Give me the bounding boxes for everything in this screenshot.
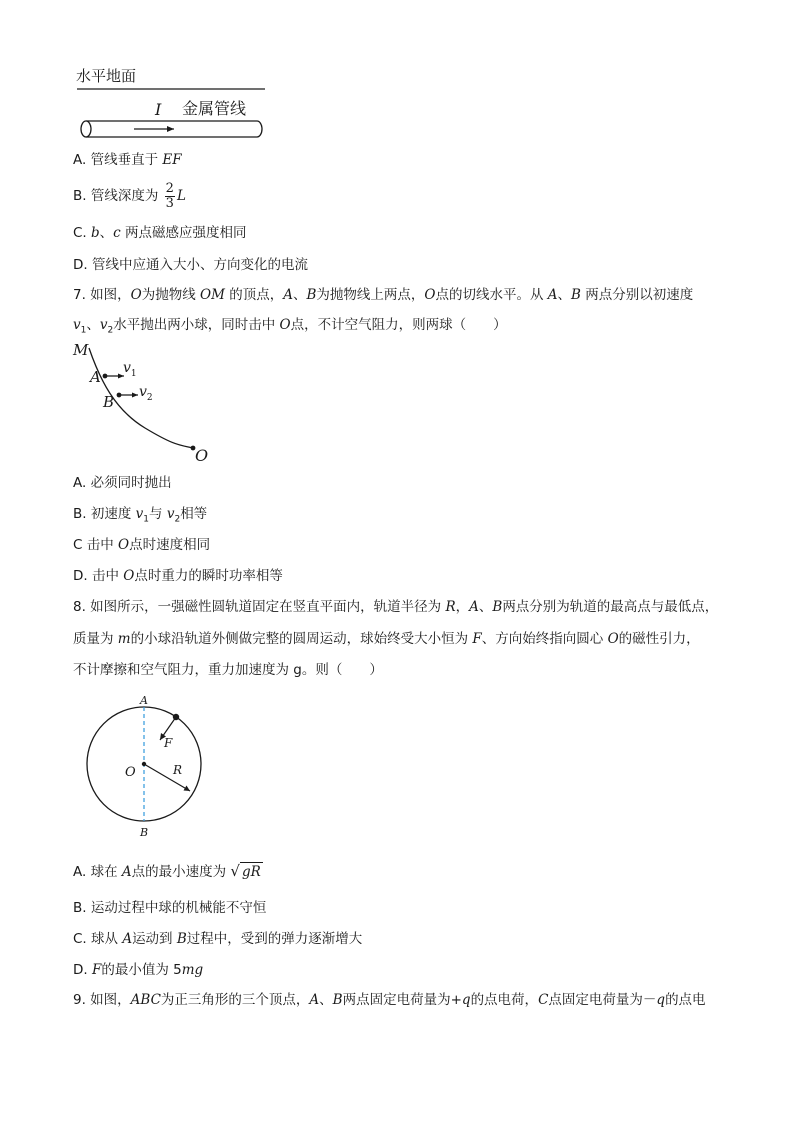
sqrt-sign: √ [230, 862, 240, 880]
label-v2: $v_2$ [139, 384, 153, 403]
figure-pipe [74, 62, 274, 142]
circle-track-diagram [80, 690, 210, 840]
label-a-top: A [140, 694, 148, 707]
label-r: R [173, 763, 183, 777]
pipe-left-end [81, 121, 91, 137]
label-b: B [103, 393, 115, 411]
current-arrow-head [167, 126, 174, 132]
figure-parabola [70, 340, 220, 465]
label-o-center: O [125, 765, 136, 780]
q7-option-a: A. 必须同时抛出 [73, 475, 172, 491]
label-v1: $v_1$ [123, 360, 137, 379]
q8-option-a: A. 球在 A点的最小速度为 √ gR [73, 862, 261, 880]
label-o: O [195, 446, 209, 465]
q7-option-c: C 击中 O点时速度相同 [73, 537, 211, 553]
q8-stem-line2: 质量为 m的小球沿轨道外侧做完整的圆周运动，球始终受大小恒为 F、方向始终指向圆心 O的磁性引力， [73, 631, 700, 647]
radius-arrow [144, 764, 190, 791]
label-f: F [164, 736, 173, 750]
q7-option-d: D. 击中 O点时重力的瞬时功率相等 [73, 568, 283, 584]
v2-arrow-head [132, 393, 138, 398]
current-label: I [155, 100, 162, 119]
fraction-two-thirds: $\frac{2}{3}$ [165, 180, 174, 211]
q6-option-b: B. 管线深度为 $\frac{2}{3}$ L [73, 180, 186, 211]
label-b-bottom: B [140, 826, 149, 839]
q7-stem-line2: $v_1$、$v_2$水平抛出两小球，同时击中 O点，不计空气阻力，则两球（ ） [73, 317, 507, 336]
q9-stem-line1: 9. 如图，ABC为正三角形的三个顶点，A、B两点固定电荷量为+q的点电荷，C点固定电荷量为－q的点电 [73, 992, 706, 1008]
q8-stem-line1: 8. 如图所示，一强磁性圆轨道固定在竖直平面内，轨道半径为 R，A、B两点分别为轨道的最高点与最低点， [73, 599, 719, 615]
q7-stem-line1: 7. 如图，O为抛物线 OM 的顶点，A、B为抛物线上两点，O点的切线水平。从 A、B 两点分别以初速度 [73, 287, 694, 303]
q6-option-a: A. 管线垂直于 EF [73, 152, 182, 168]
q8-option-c: C. 球从 A运动到 B过程中，受到的弹力逐渐增大 [73, 931, 363, 947]
figure-circle-track [80, 690, 210, 840]
label-m: M [73, 341, 89, 359]
label-a: A [90, 368, 101, 386]
pipe-right-end [257, 121, 262, 137]
q8-stem-line3: 不计摩擦和空气阻力，重力加速度为 g。则（ ） [73, 662, 383, 678]
ground-label: 水平地面 [76, 67, 137, 85]
q8-option-b: B. 运动过程中球的机械能不守恒 [73, 900, 267, 916]
q6-option-c: C. b、c 两点磁感应强度相同 [73, 225, 247, 241]
q7-option-b: B. 初速度 $v_1$与 $v_2$相等 [73, 506, 208, 525]
pipe-label: 金属管线 [182, 99, 247, 118]
q8-option-d: D. F的最小值为 5mg [73, 962, 204, 978]
q6-option-d: D. 管线中应通入大小、方向变化的电流 [73, 257, 308, 273]
